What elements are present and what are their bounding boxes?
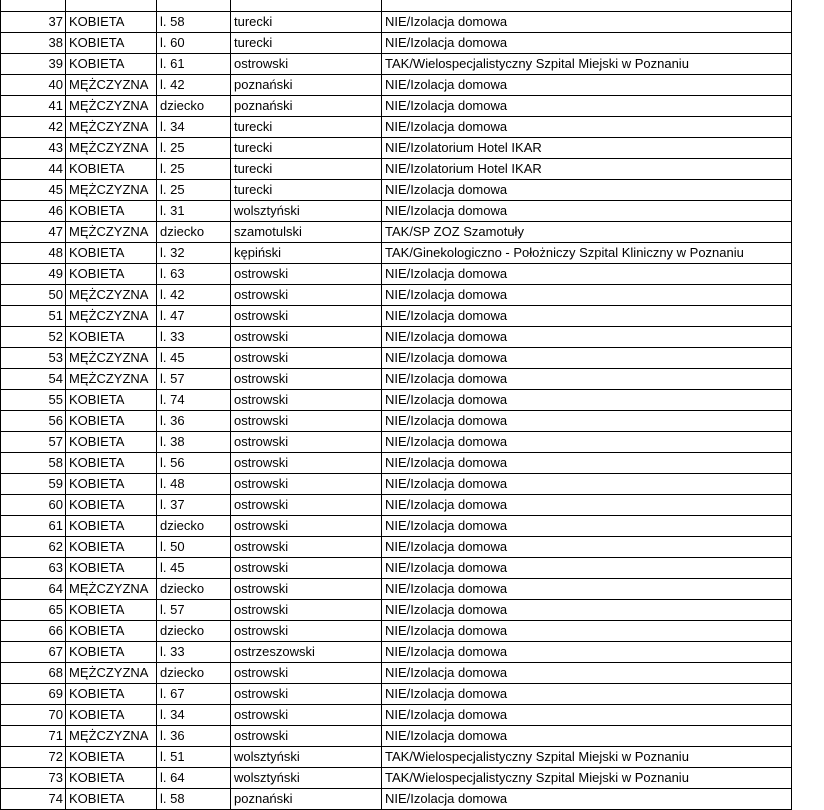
table-row [1,579,792,600]
table-row [1,159,792,180]
cell-age: l. 36 [157,411,231,432]
cell-age: l. 38 [157,432,231,453]
cell-county: ostrowski [231,684,382,705]
cell-sex: MĘŻCZYZNA [66,138,157,159]
table-row [1,369,792,390]
cell-sex: MĘŻCZYZNA [66,369,157,390]
cell-case-number: 47 [1,222,66,243]
cell-hospitalization: TAK/Ginekologiczno - Położniczy Szpital Kliniczny w Poznaniu [382,243,792,264]
cell-sex: KOBIETA [66,54,157,75]
cell-hospitalization: NIE/Izolacja domowa [382,558,792,579]
cell-hospitalization: NIE/Izolacja domowa [382,117,792,138]
cell-hospitalization: NIE/Izolacja domowa [382,642,792,663]
cell-age: dziecko [157,96,231,117]
cell-case-number: 37 [1,12,66,33]
cell-county: szamotulski [231,222,382,243]
cell-hospitalization: NIE/Izolacja domowa [382,726,792,747]
table-row-partial [1,0,792,12]
cell-sex: KOBIETA [66,747,157,768]
cell-county: ostrowski [231,285,382,306]
cell-hospitalization: NIE/Izolacja domowa [382,390,792,411]
cell-hospitalization: NIE/Izolacja domowa [382,285,792,306]
cell-county: ostrowski [231,411,382,432]
cell-case-number: 67 [1,642,66,663]
cell-sex: KOBIETA [66,201,157,222]
cell-partial [66,0,157,12]
cell-county: turecki [231,138,382,159]
cell-age: l. 64 [157,768,231,789]
cell-hospitalization: NIE/Izolacja domowa [382,537,792,558]
cell-age: l. 42 [157,285,231,306]
table-row [1,747,792,768]
cell-age: l. 33 [157,327,231,348]
cell-sex: KOBIETA [66,411,157,432]
cell-partial [231,0,382,12]
cell-sex: KOBIETA [66,600,157,621]
cell-case-number: 59 [1,474,66,495]
table-row [1,54,792,75]
table-row [1,537,792,558]
cell-case-number: 55 [1,390,66,411]
cell-county: poznański [231,789,382,810]
cell-case-number: 70 [1,705,66,726]
cell-age: dziecko [157,621,231,642]
cell-age: dziecko [157,222,231,243]
cell-sex: KOBIETA [66,474,157,495]
cell-age: l. 34 [157,117,231,138]
cell-age: l. 34 [157,705,231,726]
cell-case-number: 72 [1,747,66,768]
cell-case-number: 68 [1,663,66,684]
cell-age: l. 25 [157,180,231,201]
cell-county: ostrowski [231,663,382,684]
cell-county: ostrowski [231,54,382,75]
cell-sex: KOBIETA [66,33,157,54]
cell-case-number: 56 [1,411,66,432]
cell-age: l. 25 [157,138,231,159]
cell-sex: KOBIETA [66,558,157,579]
cell-hospitalization: NIE/Izolacja domowa [382,579,792,600]
cell-case-number: 65 [1,600,66,621]
table-row [1,327,792,348]
cell-county: turecki [231,12,382,33]
cell-hospitalization: NIE/Izolatorium Hotel IKAR [382,138,792,159]
table-row [1,495,792,516]
cell-age: l. 50 [157,537,231,558]
cell-sex: MĘŻCZYZNA [66,96,157,117]
cell-case-number: 63 [1,558,66,579]
cell-hospitalization: NIE/Izolacja domowa [382,705,792,726]
cell-age: l. 57 [157,369,231,390]
cell-case-number: 45 [1,180,66,201]
cell-case-number: 46 [1,201,66,222]
cell-hospitalization: NIE/Izolacja domowa [382,201,792,222]
cell-sex: KOBIETA [66,327,157,348]
table-row [1,180,792,201]
cell-partial [157,0,231,12]
cell-hospitalization: NIE/Izolacja domowa [382,600,792,621]
cell-county: ostrowski [231,726,382,747]
cell-county: ostrowski [231,432,382,453]
cell-county: ostrowski [231,327,382,348]
cell-sex: MĘŻCZYZNA [66,348,157,369]
cell-age: l. 33 [157,642,231,663]
cell-county: turecki [231,159,382,180]
cell-sex: KOBIETA [66,516,157,537]
cell-case-number: 71 [1,726,66,747]
cell-age: l. 47 [157,306,231,327]
cell-case-number: 42 [1,117,66,138]
cell-hospitalization: TAK/Wielospecjalistyczny Szpital Miejski w Poznaniu [382,747,792,768]
cell-case-number: 62 [1,537,66,558]
cell-case-number: 69 [1,684,66,705]
cell-hospitalization: NIE/Izolacja domowa [382,264,792,285]
cell-county: ostrowski [231,600,382,621]
table-row [1,789,792,810]
cell-hospitalization: NIE/Izolacja domowa [382,516,792,537]
cell-sex: MĘŻCZYZNA [66,222,157,243]
cell-hospitalization: NIE/Izolacja domowa [382,495,792,516]
cell-county: turecki [231,33,382,54]
cell-sex: KOBIETA [66,453,157,474]
cell-case-number: 48 [1,243,66,264]
cell-case-number: 50 [1,285,66,306]
cell-hospitalization: NIE/Izolacja domowa [382,474,792,495]
cell-county: wolsztyński [231,747,382,768]
cell-hospitalization: NIE/Izolacja domowa [382,684,792,705]
cell-case-number: 58 [1,453,66,474]
cell-county: ostrowski [231,579,382,600]
cell-county: ostrowski [231,516,382,537]
cell-partial [382,0,792,12]
cell-county: ostrzeszowski [231,642,382,663]
table-row [1,726,792,747]
cell-hospitalization: NIE/Izolacja domowa [382,306,792,327]
table-row [1,642,792,663]
table-row [1,474,792,495]
table-row [1,243,792,264]
cell-hospitalization: NIE/Izolacja domowa [382,432,792,453]
table-row [1,558,792,579]
cell-county: ostrowski [231,453,382,474]
cell-age: l. 58 [157,12,231,33]
cell-case-number: 54 [1,369,66,390]
cell-county: ostrowski [231,621,382,642]
cell-county: poznański [231,75,382,96]
cell-hospitalization: TAK/SP ZOZ Szamotuły [382,222,792,243]
cell-hospitalization: TAK/Wielospecjalistyczny Szpital Miejski w Poznaniu [382,768,792,789]
cell-sex: MĘŻCZYZNA [66,75,157,96]
cell-hospitalization: NIE/Izolacja domowa [382,789,792,810]
cell-case-number: 44 [1,159,66,180]
cell-case-number: 64 [1,579,66,600]
cell-county: wolsztyński [231,768,382,789]
cell-sex: KOBIETA [66,705,157,726]
cell-sex: MĘŻCZYZNA [66,285,157,306]
cases-table-body [1,0,792,810]
cell-case-number: 38 [1,33,66,54]
cell-county: ostrowski [231,474,382,495]
cell-case-number: 57 [1,432,66,453]
cell-age: l. 45 [157,558,231,579]
cell-sex: MĘŻCZYZNA [66,726,157,747]
cell-age: l. 32 [157,243,231,264]
cell-county: poznański [231,96,382,117]
cell-age: l. 51 [157,747,231,768]
cell-county: kępiński [231,243,382,264]
cell-case-number: 39 [1,54,66,75]
cell-hospitalization: NIE/Izolacja domowa [382,621,792,642]
cell-case-number: 52 [1,327,66,348]
cell-sex: KOBIETA [66,642,157,663]
cell-age: l. 58 [157,789,231,810]
cell-hospitalization: NIE/Izolacja domowa [382,75,792,96]
cell-sex: KOBIETA [66,12,157,33]
cell-hospitalization: NIE/Izolacja domowa [382,327,792,348]
cell-case-number: 60 [1,495,66,516]
cell-age: l. 63 [157,264,231,285]
cell-age: l. 45 [157,348,231,369]
cell-sex: MĘŻCZYZNA [66,306,157,327]
cell-sex: KOBIETA [66,495,157,516]
table-row [1,390,792,411]
cell-hospitalization: TAK/Wielospecjalistyczny Szpital Miejski w Poznaniu [382,54,792,75]
cell-hospitalization: NIE/Izolacja domowa [382,96,792,117]
cell-age: l. 67 [157,684,231,705]
table-row [1,663,792,684]
cell-sex: KOBIETA [66,768,157,789]
cell-age: l. 56 [157,453,231,474]
table-row [1,117,792,138]
cell-sex: MĘŻCZYZNA [66,663,157,684]
cell-case-number: 40 [1,75,66,96]
cell-sex: KOBIETA [66,537,157,558]
cell-county: ostrowski [231,348,382,369]
cell-hospitalization: NIE/Izolacja domowa [382,453,792,474]
cell-sex: MĘŻCZYZNA [66,117,157,138]
table-row [1,453,792,474]
table-row [1,705,792,726]
cell-age: l. 48 [157,474,231,495]
cell-case-number: 41 [1,96,66,117]
cell-case-number: 51 [1,306,66,327]
cell-hospitalization: NIE/Izolacja domowa [382,33,792,54]
cell-county: ostrowski [231,306,382,327]
table-row [1,201,792,222]
cell-hospitalization: NIE/Izolacja domowa [382,180,792,201]
cell-county: ostrowski [231,264,382,285]
cell-age: l. 37 [157,495,231,516]
table-row [1,285,792,306]
cell-sex: KOBIETA [66,684,157,705]
cell-case-number: 61 [1,516,66,537]
cell-age: l. 74 [157,390,231,411]
cell-hospitalization: NIE/Izolacja domowa [382,12,792,33]
table-row [1,264,792,285]
cell-hospitalization: NIE/Izolacja domowa [382,663,792,684]
table-row [1,33,792,54]
cell-county: ostrowski [231,705,382,726]
cell-county: ostrowski [231,558,382,579]
cell-county: ostrowski [231,537,382,558]
cell-case-number: 66 [1,621,66,642]
cell-sex: KOBIETA [66,264,157,285]
table-row [1,432,792,453]
cell-case-number: 73 [1,768,66,789]
cell-age: l. 36 [157,726,231,747]
cell-age: l. 25 [157,159,231,180]
cell-sex: KOBIETA [66,390,157,411]
cell-age: l. 61 [157,54,231,75]
table-row [1,621,792,642]
cell-case-number: 53 [1,348,66,369]
cell-age: l. 42 [157,75,231,96]
cell-age: l. 31 [157,201,231,222]
table-row [1,138,792,159]
table-row [1,12,792,33]
table-row [1,684,792,705]
table-row [1,600,792,621]
cell-sex: KOBIETA [66,159,157,180]
cell-sex: KOBIETA [66,432,157,453]
table-row [1,75,792,96]
cell-hospitalization: NIE/Izolacja domowa [382,411,792,432]
cell-sex: KOBIETA [66,621,157,642]
table-row [1,348,792,369]
cell-county: ostrowski [231,369,382,390]
cell-age: dziecko [157,579,231,600]
cell-age: dziecko [157,663,231,684]
cell-sex: MĘŻCZYZNA [66,579,157,600]
table-row [1,222,792,243]
cell-county: turecki [231,180,382,201]
cell-partial [1,0,66,12]
cell-hospitalization: NIE/Izolacja domowa [382,348,792,369]
cell-case-number: 74 [1,789,66,810]
table-row [1,768,792,789]
cell-county: wolsztyński [231,201,382,222]
cell-age: l. 60 [157,33,231,54]
table-row [1,411,792,432]
cell-sex: MĘŻCZYZNA [66,180,157,201]
table-row [1,96,792,117]
cell-hospitalization: NIE/Izolatorium Hotel IKAR [382,159,792,180]
cell-case-number: 49 [1,264,66,285]
cell-age: dziecko [157,516,231,537]
cell-case-number: 43 [1,138,66,159]
cell-county: turecki [231,117,382,138]
cell-age: l. 57 [157,600,231,621]
cell-sex: KOBIETA [66,789,157,810]
table-row [1,516,792,537]
cell-county: ostrowski [231,495,382,516]
table-row [1,306,792,327]
cell-county: ostrowski [231,390,382,411]
cell-hospitalization: NIE/Izolacja domowa [382,369,792,390]
cell-sex: KOBIETA [66,243,157,264]
